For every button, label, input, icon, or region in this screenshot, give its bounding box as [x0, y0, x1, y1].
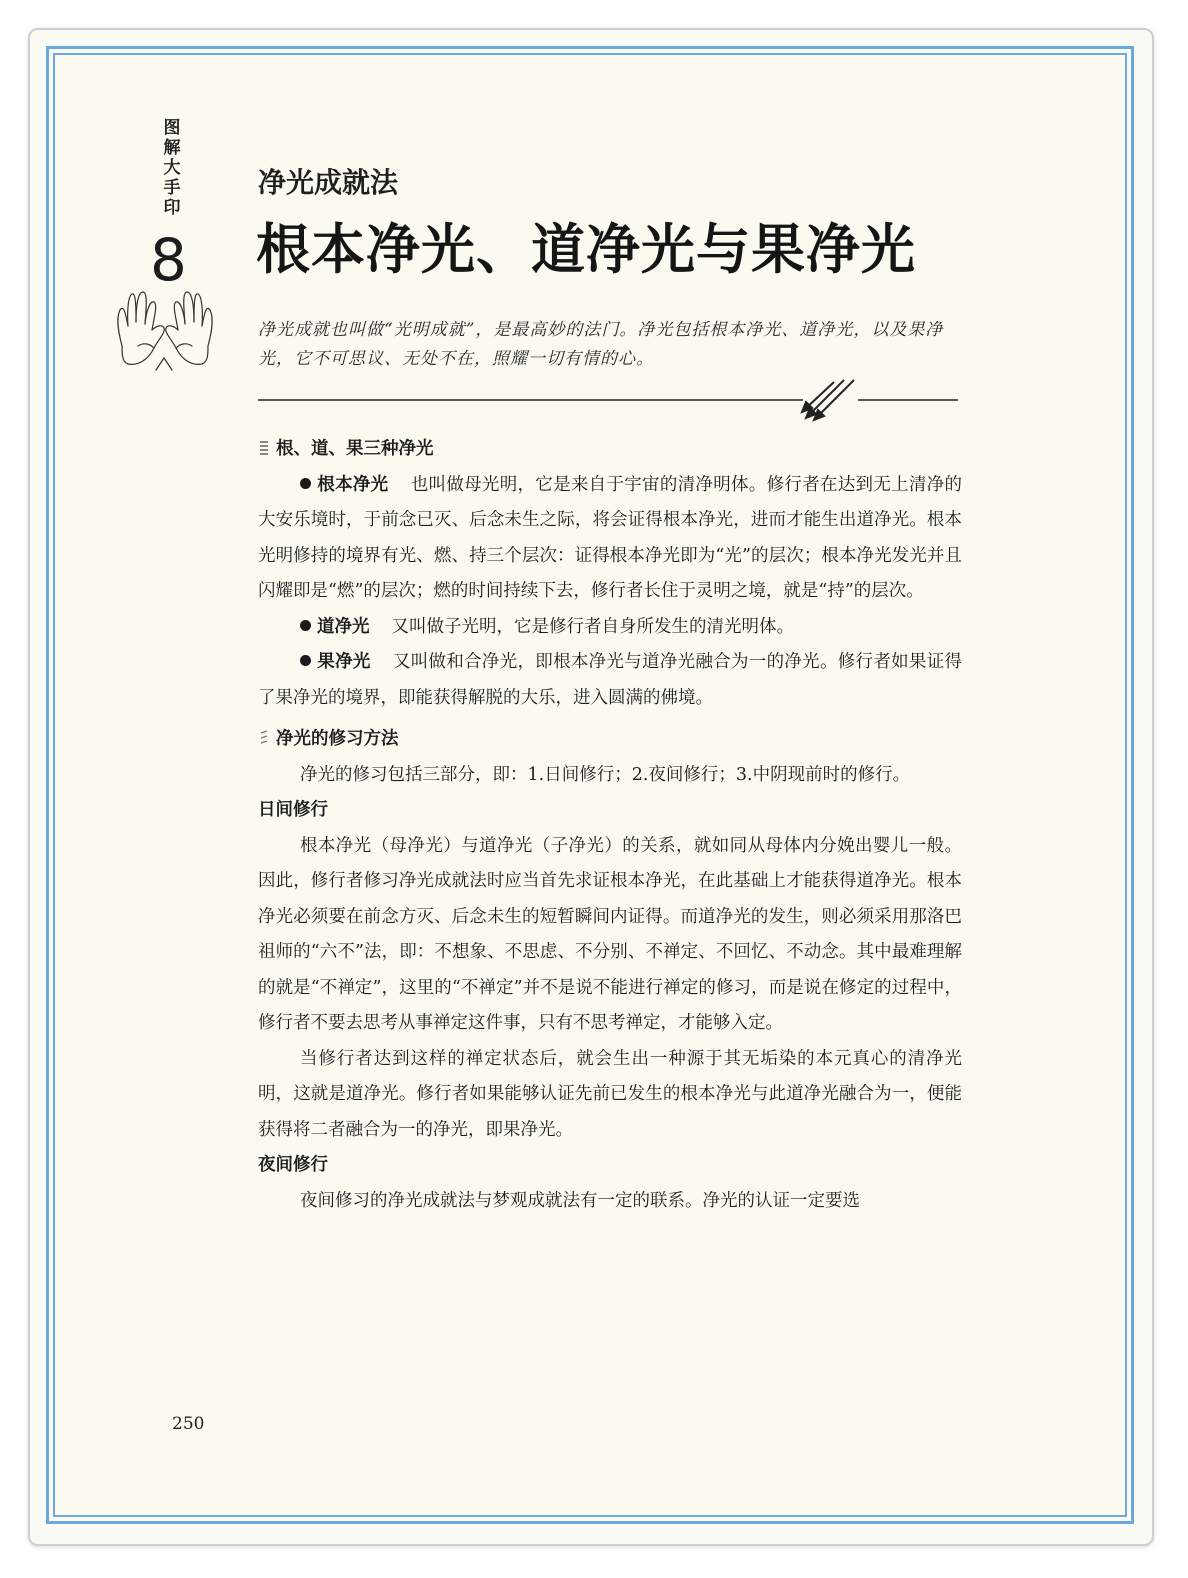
- day-paragraph-2: 当修行者达到这样的禅定状态后，就会生出一种源于其无垢染的本元真心的清净光明，这就是道净光。修行者如果能够认证先前已发生的根本净光与此道净光融合为一，便能获得将二者融合为一的净光，即果净光。: [258, 1048, 962, 1140]
- subheading-night: 夜间修行: [258, 1155, 328, 1175]
- bullet-icon: [300, 478, 311, 489]
- day-paragraph-1: 根本净光（母净光）与道净光（子净光）的关系，就如同从母体内分娩出婴儿一般。因此，修行者修习净光成就法时应当首先求证根本净光，在此基础上才能获得道净光。根本净光必须要在前念方灭、后念未生的短暂瞬间内证得。而道净光的发生，则必须采用那洛巴祖师的“六不”法，即：不想象、不思虑、不分别、不禅定、不回忆、不动念。其中最难理解的就是“不禅定”，这里的“不禅定”并不是说不能进行禅定的修习，而是说在修定的过程中，修行者不要去思考从事禅定这件事，只有不思考禅定，才能够入定。: [258, 835, 962, 1033]
- arrow-divider: [258, 378, 958, 428]
- list-item: 根本净光 也叫做母光明，它是来自于宇宙的清净明体。修行者在达到无上清净的大安乐境时，于前念已灭、后念未生之际，将会证得根本净光，进而才能生出道净光。根本光明修持的境界有光、燃、持三个层次：证得根本净光即为“光”的层次；根本净光发光并且闪耀即是“燃”的层次；燃的时间持续下去，修行者长住于灵明之境，就是“持”的层次。: [258, 474, 963, 601]
- list-item: 道净光 又叫做子光明，它是修行者自身所发生的清光明体。: [258, 610, 962, 646]
- subheading-day: 日间修行: [258, 800, 328, 820]
- page-title: 根本净光、道净光与果净光: [256, 218, 916, 281]
- heading-mark-icon: [258, 439, 270, 457]
- bullet-icon: [300, 620, 311, 631]
- series-label: 图解大手印: [163, 118, 181, 218]
- section-heading-methods: 净光的修习方法: [258, 722, 962, 758]
- body-text: [258, 432, 962, 1219]
- section-kicker: 净光成就法: [258, 166, 399, 199]
- mudra-hands-icon: [110, 286, 220, 376]
- intro-paragraph: 净光成就也叫做“光明成就”，是最高妙的法门。净光包括根本净光、道净光，以及果净光，它不可思议、无处不在，照耀一切有情的心。: [258, 320, 944, 369]
- section-heading-types: 根、道、果三种净光: [258, 432, 962, 468]
- chapter-number: 8: [150, 226, 187, 294]
- heading-mark-icon: [258, 729, 270, 747]
- bullet-icon: [300, 655, 311, 666]
- page-number: 250: [172, 1414, 205, 1434]
- night-paragraph-1: 夜间修习的净光成就法与梦观成就法有一定的联系。净光的认证一定要选: [300, 1190, 860, 1211]
- methods-intro: 净光的修习包括三部分，即：1.日间修行；2.夜间修行；3.中阴现前时的修行。: [300, 764, 911, 785]
- list-item: 果净光 又叫做和合净光，即根本净光与道净光融合为一的净光。修行者如果证得了果净光的境界，即能获得解脱的大乐，进入圆满的佛境。: [258, 652, 963, 708]
